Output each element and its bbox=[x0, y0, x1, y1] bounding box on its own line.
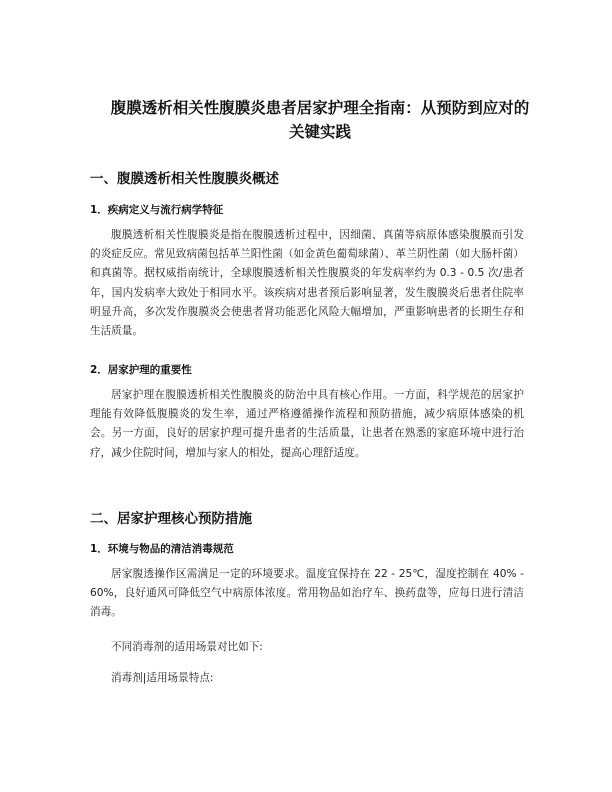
subsection-heading-importance: 2．居家护理的重要性 bbox=[90, 364, 192, 376]
subsection-heading-definition: 1．疾病定义与流行病学特征 bbox=[90, 204, 224, 216]
paragraph-importance: 居家护理在腹膜透析相关性腹膜炎的防治中具有核心作用。一方面，科学规范的居家护理能有效降低腹膜炎的发生率，通过严格遵循操作流程和预防措施，减少病原体感染的机会。另一方面，良好的居家护理可提升患者的生活质量，让患者在熟悉的家庭环境中进行治疗，减少住院时间，增加与家人的相处，提高心理舒适度。 bbox=[90, 389, 524, 459]
section-heading-prevention: 二、居家护理核心预防措施 bbox=[90, 511, 252, 527]
paragraph-cleaning: 居家腹透操作区需满足一定的环境要求。温度宜保持在 22 - 25℃，湿度控制在 40% - 60%，良好通风可降低空气中病原体浓度。常用物品如治疗车、换药盘等，应每日进行清洁消毒。 bbox=[90, 568, 524, 619]
section-heading-overview: 一、腹膜透析相关性腹膜炎概述 bbox=[90, 171, 279, 187]
disinfectant-table-header-line: 消毒剂|适用场景特点: bbox=[111, 672, 214, 684]
disinfectant-intro-line: 不同消毒剂的适用场景对比如下: bbox=[111, 641, 263, 653]
subsection-heading-cleaning: 1．环境与物品的清洁消毒规范 bbox=[90, 543, 234, 555]
document-title: 腹膜透析相关性腹膜炎患者居家护理全指南：从预防到应对的关键实践 bbox=[110, 99, 530, 141]
paragraph-definition: 腹膜透析相关性腹膜炎是指在腹膜透析过程中，因细菌、真菌等病原体感染腹膜而引发的炎症反应。常见致病菌包括革兰阳性菌（如金黄色葡萄球菌）、革兰阴性菌（如大肠杆菌）和真菌等。据权威指南统计，全球腹膜透析相关性腹膜炎的年发病率约为 0.3 - 0.5 次/患者年，国内发病率大致处于相同水平。该疾病对患者预后影响显著，发生腹膜炎后患者住院率明显升高，多次发作腹膜炎会使患者肾功能恶化风险大幅增加，严重影响患者的长期生存和生活质量。 bbox=[90, 229, 524, 338]
